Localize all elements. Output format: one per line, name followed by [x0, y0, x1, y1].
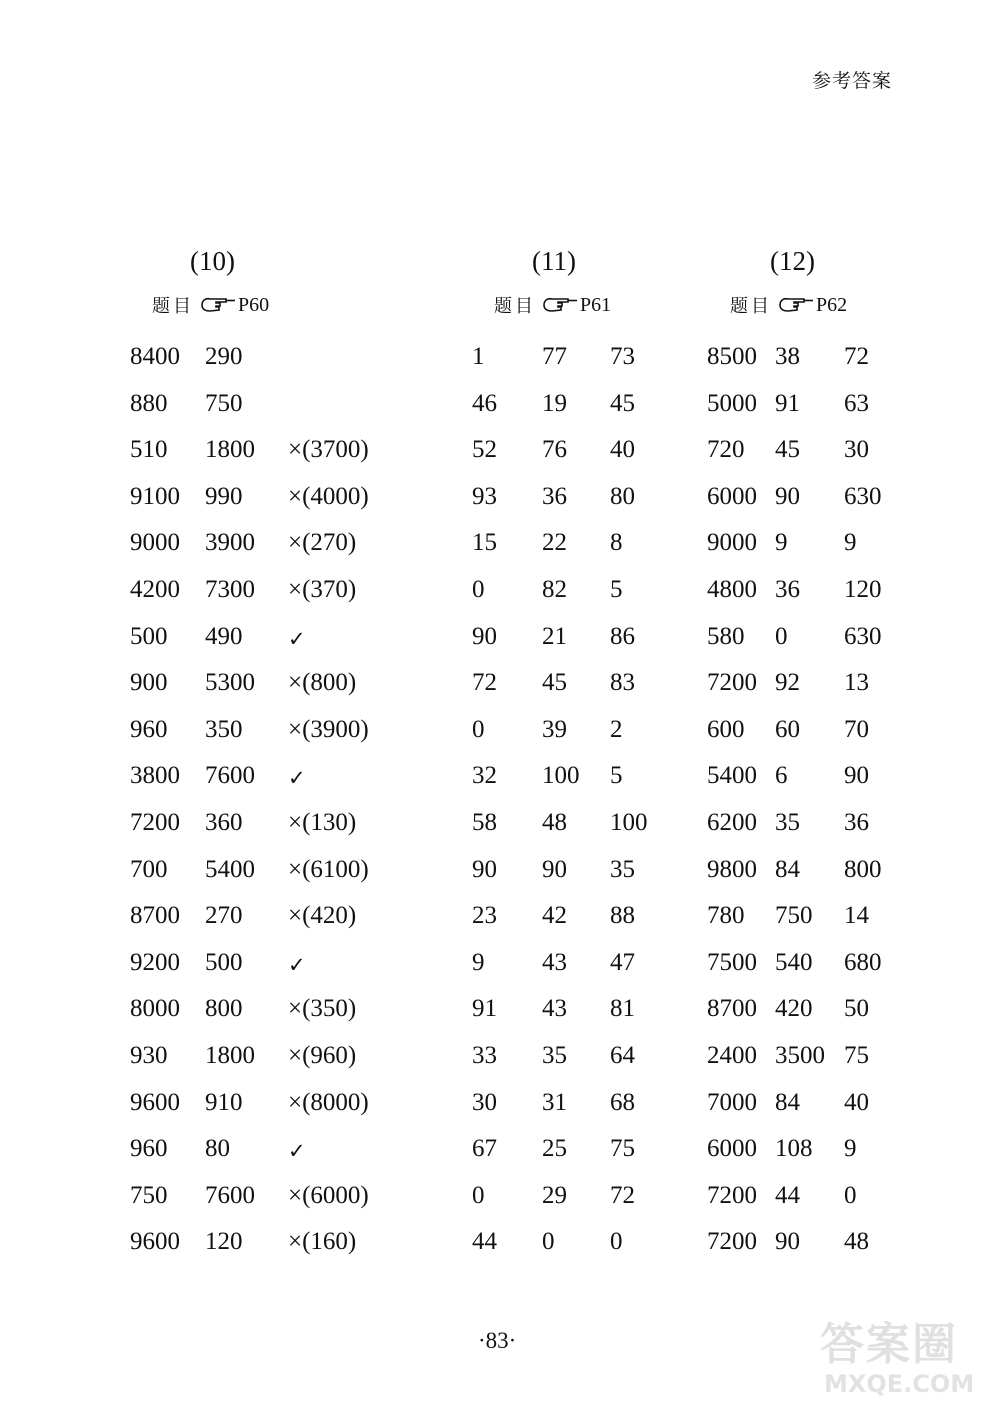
answer-cell: 0 [472, 1182, 485, 1209]
answer-cell: 23 [472, 902, 497, 929]
answer-cell: 36 [775, 576, 800, 603]
answer-cell: 880 [130, 390, 168, 417]
answer-cell: 1800 [205, 1042, 255, 1069]
section-reference [494, 292, 611, 318]
answer-cell: 3900 [205, 529, 255, 556]
answer-cell: ×(3900) [288, 716, 369, 743]
answer-cell: 8400 [130, 343, 180, 370]
answer-cell: 36 [844, 809, 869, 836]
answer-cell: 13 [844, 669, 869, 696]
answer-cell: ×(3700) [288, 436, 369, 463]
answer-cell: 7300 [205, 576, 255, 603]
page-number: ·83· [478, 1328, 517, 1353]
answer-cell: ×(8000) [288, 1089, 369, 1116]
check-mark: ✓ [288, 766, 306, 790]
answer-cell: 600 [707, 716, 745, 743]
answer-cell: 72 [472, 669, 497, 696]
answer-cell: 360 [205, 809, 243, 836]
answer-cell: 40 [610, 436, 635, 463]
answer-cell: 9 [844, 1135, 857, 1162]
answer-cell: 6200 [707, 809, 757, 836]
answer-cell: 7200 [707, 1228, 757, 1255]
answer-cell: 0 [610, 1228, 623, 1255]
answer-cell: 500 [130, 623, 168, 650]
answer-cell: 0 [472, 716, 485, 743]
answer-cell: 84 [775, 1089, 800, 1116]
answer-cell: 5000 [707, 390, 757, 417]
answer-cell: 510 [130, 436, 168, 463]
answer-cell: 0 [775, 623, 788, 650]
answer-cell: 700 [130, 856, 168, 883]
answer-cell: 9000 [707, 529, 757, 556]
answer-cell: 6000 [707, 483, 757, 510]
answer-cell: 7200 [707, 1182, 757, 1209]
answer-cell: 630 [844, 623, 882, 650]
reference-label: 题目 [152, 296, 194, 317]
answer-cell: 35 [542, 1042, 567, 1069]
answer-cell: 45 [542, 669, 567, 696]
check-mark: ✓ [288, 953, 306, 977]
answer-cell: 80 [610, 483, 635, 510]
answer-cell: 780 [707, 902, 745, 929]
reference-label: 题目 [494, 296, 536, 317]
watermark-logo: 答案圈 [820, 1319, 958, 1370]
answer-cell: 5 [610, 576, 623, 603]
answer-cell: 93 [472, 483, 497, 510]
answer-cell: 270 [205, 902, 243, 929]
answer-cell: 35 [610, 856, 635, 883]
answer-cell: 4800 [707, 576, 757, 603]
answer-cell: ×(160) [288, 1228, 357, 1255]
answer-cell: 800 [844, 856, 882, 883]
section-reference [730, 292, 847, 318]
answer-cell: 9200 [130, 949, 180, 976]
answer-cell: 25 [542, 1135, 567, 1162]
answer-cell: 82 [542, 576, 567, 603]
answer-cell: 48 [844, 1228, 869, 1255]
answer-cell: 680 [844, 949, 882, 976]
section-title: (12) [770, 246, 815, 276]
answer-cell: 39 [542, 716, 567, 743]
answer-cell: 350 [205, 716, 243, 743]
answer-cell: 44 [775, 1182, 800, 1209]
answer-cell: 43 [542, 949, 567, 976]
answer-cell: 1 [472, 343, 485, 370]
reference-page: P62 [816, 293, 848, 316]
answer-cell: 75 [844, 1042, 869, 1069]
answer-cell: 930 [130, 1042, 168, 1069]
answer-cell: 21 [542, 623, 567, 650]
answer-cell: 14 [844, 902, 869, 929]
answer-cell: 83 [610, 669, 635, 696]
answer-cell: 0 [844, 1182, 857, 1209]
answer-cell: 4200 [130, 576, 180, 603]
answer-cell: 2400 [707, 1042, 757, 1069]
pointing-hand-icon [542, 296, 578, 314]
answer-cell: 45 [610, 390, 635, 417]
answer-cell: 9600 [130, 1089, 180, 1116]
answer-cell: 540 [775, 949, 813, 976]
pointing-hand-icon [200, 296, 236, 314]
answer-cell: 70 [844, 716, 869, 743]
answer-cell: 30 [472, 1089, 497, 1116]
answer-cell: 750 [205, 390, 243, 417]
answer-cell: 108 [775, 1135, 813, 1162]
answer-cell: ×(960) [288, 1042, 357, 1069]
answer-cell: ×(6000) [288, 1182, 369, 1209]
answer-cell: 31 [542, 1089, 567, 1116]
answer-cell: 60 [775, 716, 800, 743]
answer-cell: 9000 [130, 529, 180, 556]
answer-cell: 910 [205, 1089, 243, 1116]
answer-cell: 3500 [775, 1042, 825, 1069]
answer-cell: 7200 [130, 809, 180, 836]
answer-cell: 0 [542, 1228, 555, 1255]
answer-cell: 90 [775, 1228, 800, 1255]
answer-cell: 7000 [707, 1089, 757, 1116]
check-mark: ✓ [288, 627, 306, 651]
reference-label: 题目 [730, 296, 772, 317]
answer-cell: 500 [205, 949, 243, 976]
answer-cell: 5300 [205, 669, 255, 696]
answer-cell: 81 [610, 995, 635, 1022]
answer-cell: 52 [472, 436, 497, 463]
answer-cell: 76 [542, 436, 567, 463]
answer-cell: ×(800) [288, 669, 357, 696]
answer-cell: 91 [472, 995, 497, 1022]
answer-cell: 72 [610, 1182, 635, 1209]
answer-cell: 490 [205, 623, 243, 650]
answer-cell: 43 [542, 995, 567, 1022]
answer-cell: 29 [542, 1182, 567, 1209]
answer-cell: 7500 [707, 949, 757, 976]
answer-cell: 7200 [707, 669, 757, 696]
answer-cell: 800 [205, 995, 243, 1022]
answer-cell: 90 [775, 483, 800, 510]
answer-cell: 77 [542, 343, 567, 370]
answer-cell: 84 [775, 856, 800, 883]
answer-cell: ×(6100) [288, 856, 369, 883]
answer-cell: 15 [472, 529, 497, 556]
section-reference [152, 292, 269, 318]
watermark-url: MXQE.COM [824, 1370, 975, 1398]
answer-cell: 120 [205, 1228, 243, 1255]
answer-cell: 750 [775, 902, 813, 929]
answer-cell: 73 [610, 343, 635, 370]
answer-cell: 90 [472, 623, 497, 650]
answer-cell: 5 [610, 762, 623, 789]
answer-cell: 19 [542, 390, 567, 417]
answer-cell: 42 [542, 902, 567, 929]
answer-cell: 8000 [130, 995, 180, 1022]
answer-cell: ×(270) [288, 529, 357, 556]
answer-cell: 67 [472, 1135, 497, 1162]
answer-cell: 100 [542, 762, 580, 789]
answer-cell: 91 [775, 390, 800, 417]
answer-cell: 7600 [205, 1182, 255, 1209]
answer-cell: ×(420) [288, 902, 357, 929]
answer-cell: 100 [610, 809, 648, 836]
answer-cell: ×(4000) [288, 483, 369, 510]
answer-cell: 50 [844, 995, 869, 1022]
answer-cell: 9600 [130, 1228, 180, 1255]
answer-cell: 960 [130, 716, 168, 743]
answer-cell: 5400 [205, 856, 255, 883]
answer-cell: 990 [205, 483, 243, 510]
answer-cell: 8 [610, 529, 623, 556]
answer-cell: 40 [844, 1089, 869, 1116]
answer-cell: 75 [610, 1135, 635, 1162]
answer-cell: 630 [844, 483, 882, 510]
answer-cell: 720 [707, 436, 745, 463]
answer-cell: 8700 [130, 902, 180, 929]
answer-cell: 35 [775, 809, 800, 836]
answer-cell: ×(350) [288, 995, 357, 1022]
answer-cell: 6 [775, 762, 788, 789]
answer-cell: 58 [472, 809, 497, 836]
answer-cell: 9 [844, 529, 857, 556]
answer-cell: 7600 [205, 762, 255, 789]
header-title: 参考答案 [812, 70, 893, 92]
answer-cell: 88 [610, 902, 635, 929]
answer-cell: 90 [844, 762, 869, 789]
answer-cell: 80 [205, 1135, 230, 1162]
answer-cell: 45 [775, 436, 800, 463]
answer-cell: 47 [610, 949, 635, 976]
answer-cell: 2 [610, 716, 623, 743]
answer-cell: 120 [844, 576, 882, 603]
watermark [820, 1308, 990, 1400]
answer-cell: 72 [844, 343, 869, 370]
pointing-hand-icon [778, 296, 814, 314]
answer-cell: 48 [542, 809, 567, 836]
answer-cell: 9100 [130, 483, 180, 510]
answer-cell: 38 [775, 343, 800, 370]
answer-cell: 68 [610, 1089, 635, 1116]
answer-cell: 9 [775, 529, 788, 556]
answer-cell: 900 [130, 669, 168, 696]
section-title: (11) [532, 246, 576, 276]
answer-cell: 92 [775, 669, 800, 696]
check-mark: ✓ [288, 1139, 306, 1163]
answer-cell: 32 [472, 762, 497, 789]
answer-cell: 960 [130, 1135, 168, 1162]
answer-cell: 9800 [707, 856, 757, 883]
answer-cell: 1800 [205, 436, 255, 463]
answer-cell: ×(130) [288, 809, 357, 836]
answer-cell: 30 [844, 436, 869, 463]
answer-cell: 33 [472, 1042, 497, 1069]
answer-cell: 46 [472, 390, 497, 417]
answer-cell: 22 [542, 529, 567, 556]
answer-cell: 750 [130, 1182, 168, 1209]
reference-page: P60 [238, 293, 270, 316]
reference-page: P61 [580, 293, 612, 316]
answer-cell: 36 [542, 483, 567, 510]
answer-cell: 290 [205, 343, 243, 370]
answer-cell: 64 [610, 1042, 635, 1069]
answer-cell: 63 [844, 390, 869, 417]
answer-cell: 8500 [707, 343, 757, 370]
answer-cell: 420 [775, 995, 813, 1022]
answer-cell: 580 [707, 623, 745, 650]
answer-cell: 90 [542, 856, 567, 883]
answer-cell: 9 [472, 949, 485, 976]
answer-cell: 3800 [130, 762, 180, 789]
answer-cell: ×(370) [288, 576, 357, 603]
answer-cell: 0 [472, 576, 485, 603]
answer-cell: 5400 [707, 762, 757, 789]
answer-cell: 90 [472, 856, 497, 883]
answer-cell: 8700 [707, 995, 757, 1022]
answer-cell: 6000 [707, 1135, 757, 1162]
answer-cell: 86 [610, 623, 635, 650]
answer-cell: 44 [472, 1228, 497, 1255]
section-title: (10) [190, 246, 235, 276]
